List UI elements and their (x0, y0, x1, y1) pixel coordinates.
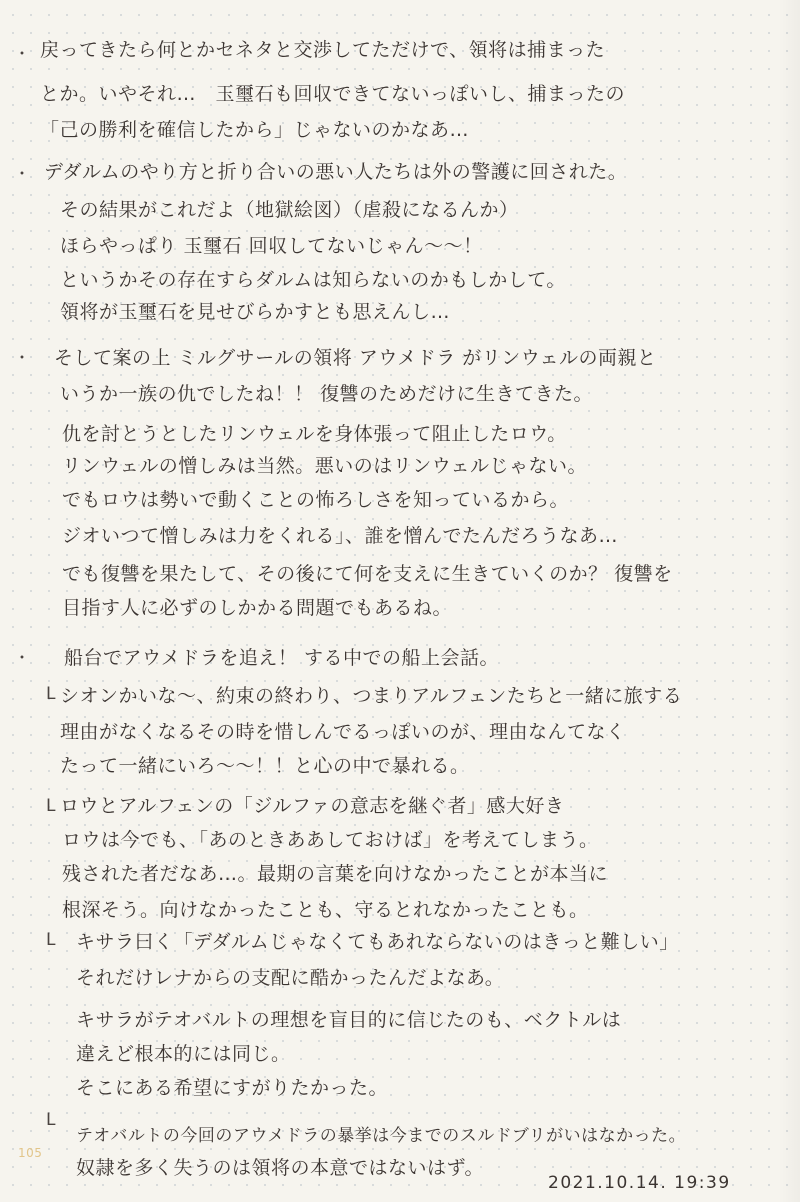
bullet-mark: ・ (14, 44, 31, 63)
note-line: 戻ってきたら何とかセネタと交渉してただけで、領将は捕まった (40, 39, 606, 61)
sub-item-mark: L (46, 796, 56, 816)
note-line: その結果がこれだよ（地獄絵図）（虐殺になるんか） (60, 199, 519, 221)
note-line: 領将が玉璽石を見せびらかすとも思えんし… (60, 301, 451, 323)
bullet-mark: ・ (14, 164, 31, 183)
note-line: 根深そう。向けなかったことも、守るとれなかったことも。 (62, 899, 589, 921)
note-line: ロウは今でも、「あのときああしておけば」を考えてしまう。 (62, 829, 599, 851)
note-line: ロウとアルフェンの「ジルファの意志を継ぐ者」感大好き (60, 795, 565, 817)
entry-date: 2021.10.14. 19:39 (548, 1173, 731, 1193)
note-line: そして案の上 ミルグサールの領将 アウメドラ がリンウェルの両親と (54, 347, 657, 369)
note-line: リンウェルの憎しみは当然。悪いのはリンウェルじゃない。 (62, 455, 587, 477)
note-line: 残された者だなあ…。最期の言葉を向けなかったことが本当に (62, 863, 609, 885)
note-line: それだけレナからの支配に酷かったんだよなあ。 (76, 967, 505, 989)
sub-item-mark: L (46, 1110, 56, 1130)
note-line: とか。いやそれ… 玉璽石も回収できてないっぽいし、捕まったの (40, 83, 626, 105)
note-line: 「己の勝利を確信したから」じゃないのかなあ… (40, 119, 470, 141)
note-line: でもロウは勢いで動くことの怖ろしさを知っているから。 (62, 489, 570, 511)
bullet-mark: ・ (14, 348, 31, 367)
note-line: 仇を討とうとしたリンウェルを身体張って阻止したロウ。 (62, 423, 567, 445)
sub-item-mark: L (46, 684, 56, 704)
note-line: 違えど根本的には同じ。 (76, 1043, 291, 1065)
note-line: いうか一族の仇でしたね！！ 復讐のためだけに生きてきた。 (60, 383, 594, 405)
bullet-mark: ・ (14, 648, 31, 667)
note-line: でも復讐を果たして、その後にて何を支えに生きていくのか？ 復讐を (62, 563, 673, 585)
note-line: キサラがテオバルトの理想を盲目的に信じたのも、ベクトルは (76, 1009, 622, 1031)
note-line: キサラ曰く「デダルムじゃなくてもあれならないのはきっと難しい」 (76, 931, 679, 953)
page-number: 105 (18, 1146, 43, 1160)
note-line: 理由がなくなるその時を惜しんでるっぽいのが、理由なんてなく (60, 721, 626, 743)
note-line: シオンかいな〜、約束の終わり、つまりアルフェンたちと一緒に旅する (60, 685, 683, 707)
note-line: 奴隷を多く失うのは領将の本意ではないはず。 (76, 1157, 484, 1179)
note-line: ジオいつて憎しみは力をくれる」、誰を憎んでたんだろうなあ… (62, 525, 619, 547)
note-line: たって一緒にいろ〜〜！！と心の中で暴れる。 (60, 755, 470, 777)
note-line: デダルムのやり方と折り合いの悪い人たちは外の警護に回された。 (44, 161, 628, 183)
note-line: テオバルトの今回のアウメドラの暴挙は今までのスルドブリがいはなかった。 (76, 1126, 687, 1146)
sub-item-mark: L (46, 930, 56, 950)
note-line: ほらやっぱり 玉璽石 回収してないじゃん〜〜！ (60, 235, 483, 257)
note-line: 目指す人に必ずのしかかる問題でもあるね。 (62, 597, 453, 619)
note-line: というかその存在すらダルムは知らないのかもしかして。 (60, 269, 566, 291)
note-line: そこにある希望にすがりたかった。 (76, 1077, 389, 1099)
note-line: 船台でアウメドラを追え！ する中での船上会話。 (64, 647, 499, 669)
